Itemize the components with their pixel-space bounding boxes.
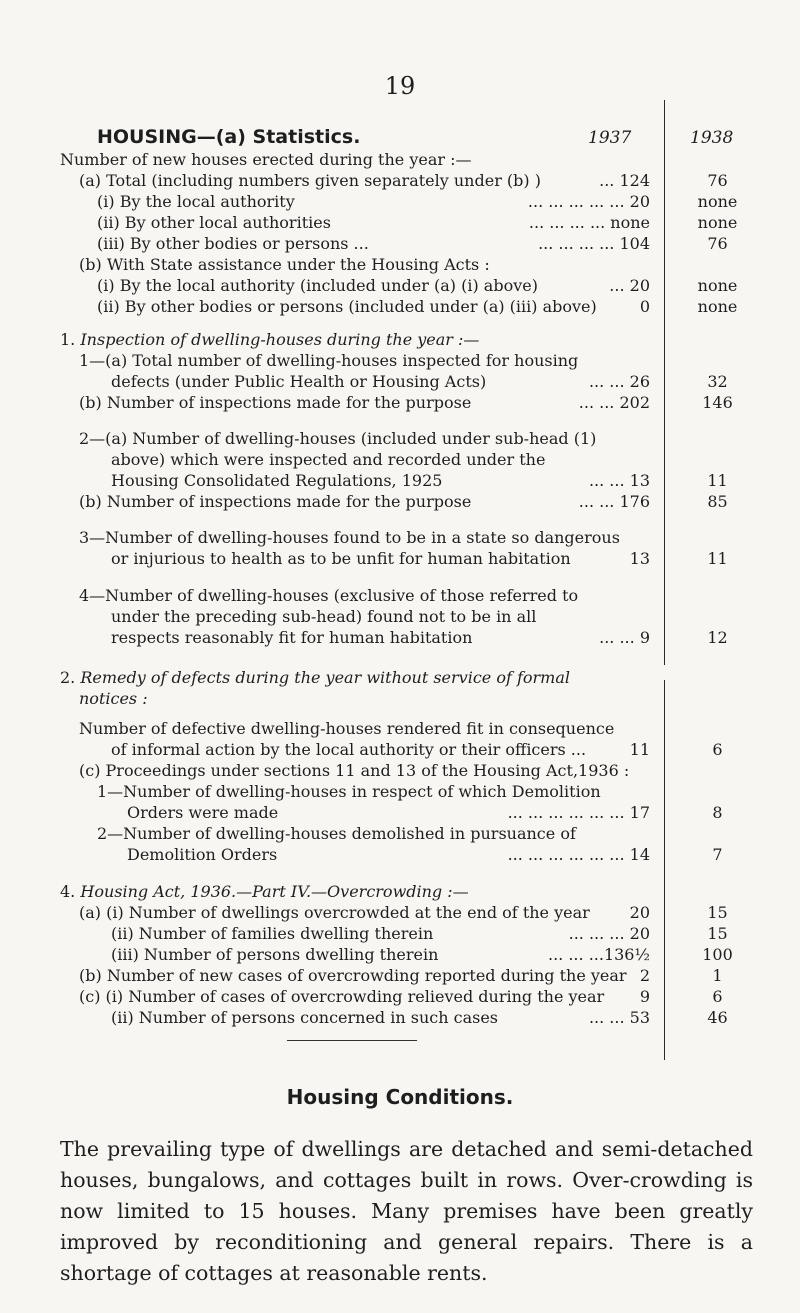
table-row [0, 150, 800, 172]
row-label: (b) Number of inspections made for the purpose [79, 492, 472, 511]
value-1937: 9 [639, 987, 650, 1006]
value-1938: 11 [707, 471, 728, 490]
table-row [0, 528, 800, 550]
row-label: (a) (i) Number of dwellings overcrowded at the end of the year [79, 903, 590, 922]
value-1937: 11 [629, 740, 650, 759]
table-title: HOUSING—(a) Statistics. [97, 126, 361, 148]
row-label: (iii) By other bodies or persons ... [97, 234, 369, 253]
row-label: respects reasonably fit for human habitation [111, 628, 473, 647]
value-1937: 2 [639, 966, 650, 985]
value-1937: ... ... ... ... ... 20 [527, 192, 650, 211]
row-label: (ii) Number of families dwelling therein [111, 924, 434, 943]
value-1938: 76 [707, 234, 728, 253]
table-row [0, 351, 800, 373]
row-label: 2—(a) Number of dwelling-houses (included under sub-head (1) [79, 429, 597, 448]
row-label: (ii) By other bodies or persons (included under (a) (iii) above) [97, 297, 597, 316]
row-label: (ii) Number of persons concerned in such cases [111, 1008, 499, 1027]
value-1937: ... ... ...136½ [548, 945, 650, 964]
row-label: 1—Number of dwelling-houses in respect of which Demolition [97, 782, 601, 801]
value-1938: 46 [707, 1008, 728, 1027]
value-1938: 6 [712, 740, 723, 759]
value-1938: none [697, 213, 738, 232]
table-row [0, 903, 800, 925]
value-1938: 12 [707, 628, 728, 647]
row-label: of informal action by the local authority or their officers ... [111, 740, 587, 759]
value-1938: 76 [707, 171, 728, 190]
table-row [0, 429, 800, 451]
table-row [0, 297, 800, 319]
table-row [0, 761, 800, 783]
table-row [0, 966, 800, 988]
table-row [0, 803, 800, 825]
column-header-1937: 1937 [588, 128, 632, 148]
value-1938: none [697, 276, 738, 295]
value-1937: ... ... ... ... 104 [538, 234, 650, 253]
row-label: above) which were inspected and recorded under the [111, 450, 546, 469]
value-1937: ... ... 9 [599, 628, 650, 647]
row-label: 4. Housing Act, 1936.—Part IV.—Overcrowding :— [60, 882, 469, 901]
row-label: (b) With State assistance under the Housing Acts : [79, 255, 490, 274]
value-1938: 100 [702, 945, 733, 964]
row-label: (a) Total (including numbers given separately under (b) ) [79, 171, 541, 190]
value-1938: 15 [707, 903, 728, 922]
value-1937: ... ... 26 [588, 372, 650, 391]
value-1938: 6 [712, 987, 723, 1006]
table-row [0, 882, 800, 904]
table-row [0, 782, 800, 804]
table-row [0, 171, 800, 193]
body-paragraph: The prevailing type of dwellings are detached and semi-detached houses, bungalows, and cottages built in rows. Over-crowding is now limited to 15 houses. Many premises have been greatly improved by reconditioning and general repairs. There is a shortage of cottages at reasonable rents. [60, 1137, 753, 1285]
row-label: (b) Number of inspections made for the purpose [79, 393, 472, 412]
value-1937: ... ... ... ... ... ... 17 [507, 803, 650, 822]
table-row [0, 492, 800, 514]
table-row [0, 276, 800, 298]
row-label: 2—Number of dwelling-houses demolished in pursuance of [97, 824, 576, 843]
row-label: (ii) By other local authorities [97, 213, 331, 232]
value-1937: ... ... 13 [588, 471, 650, 490]
table-row [0, 213, 800, 235]
value-1938: 85 [707, 492, 728, 511]
table-row [0, 945, 800, 967]
row-label: (i) By the local authority [97, 192, 295, 211]
value-1938: 146 [702, 393, 733, 412]
row-label: (b) Number of new cases of overcrowding reported during the year [79, 966, 627, 985]
value-1938: 1 [712, 966, 723, 985]
value-1937: ... ... 176 [578, 492, 650, 511]
value-1937: ... ... 202 [578, 393, 650, 412]
table-row [0, 1008, 800, 1030]
table-row [0, 824, 800, 846]
column-header-1938: 1938 [690, 128, 734, 148]
row-label: 1—(a) Total number of dwelling-houses inspected for housing [79, 351, 579, 370]
row-label: (iii) Number of persons dwelling therein [111, 945, 439, 964]
value-1937: 20 [629, 903, 650, 922]
table-row [0, 450, 800, 472]
table-row [0, 372, 800, 394]
value-1937: ... ... ... ... none [528, 213, 650, 232]
row-label: 1. Inspection of dwelling-houses during the year :— [60, 330, 480, 349]
row-label: Housing Consolidated Regulations, 1925 [111, 471, 443, 490]
value-1937: ... 20 [609, 276, 650, 295]
table-row [0, 393, 800, 415]
row-label: or injurious to health as to be unfit for human habitation [111, 549, 571, 568]
row-label: (i) By the local authority (included under (a) (i) above) [97, 276, 538, 295]
value-1938: 7 [712, 845, 723, 864]
value-1938: 11 [707, 549, 728, 568]
row-label: under the preceding sub-head) found not to be in all [111, 607, 537, 626]
table-row [0, 689, 800, 711]
value-1938: 8 [712, 803, 723, 822]
value-1938: none [697, 297, 738, 316]
value-1937: ... ... 53 [588, 1008, 650, 1027]
section-heading: Housing Conditions. [286, 1085, 514, 1109]
row-label: notices : [79, 689, 148, 708]
row-label: 3—Number of dwelling-houses found to be in a state so dangerous [79, 528, 620, 547]
table-row [0, 628, 800, 650]
row-label: (c) Proceedings under sections 11 and 13 of the Housing Act,1936 : [79, 761, 630, 780]
table-row [0, 330, 800, 352]
row-label: 2. Remedy of defects during the year without service of formal [60, 668, 570, 687]
table-row [0, 607, 800, 629]
section-separator [287, 1040, 417, 1041]
value-1937: ... ... ... ... ... ... 14 [507, 845, 650, 864]
table-row [0, 668, 800, 690]
table-row [0, 549, 800, 571]
value-1937: ... ... ... 20 [568, 924, 650, 943]
page-number: 19 [384, 72, 416, 100]
value-1937: 13 [629, 549, 650, 568]
row-label: Orders were made [127, 803, 279, 822]
value-1937: 0 [639, 297, 650, 316]
row-label: defects (under Public Health or Housing Acts) [111, 372, 487, 391]
row-label: Number of defective dwelling-houses rendered fit in consequence [79, 719, 615, 738]
value-1938: 32 [707, 372, 728, 391]
table-row [0, 719, 800, 741]
row-label: 4—Number of dwelling-houses (exclusive of those referred to [79, 586, 579, 605]
value-1937: ... 124 [599, 171, 650, 190]
table-row [0, 471, 800, 493]
table-row [0, 586, 800, 608]
row-label: Number of new houses erected during the year :— [60, 150, 472, 169]
table-row [0, 255, 800, 277]
row-label: (c) (i) Number of cases of overcrowding relieved during the year [79, 987, 605, 1006]
table-row [0, 234, 800, 256]
table-row [0, 845, 800, 867]
value-1938: none [697, 192, 738, 211]
table-row [0, 987, 800, 1009]
table-row [0, 924, 800, 946]
table-row [0, 192, 800, 214]
table-row [0, 740, 800, 762]
row-label: Demolition Orders [127, 845, 278, 864]
value-1938: 15 [707, 924, 728, 943]
